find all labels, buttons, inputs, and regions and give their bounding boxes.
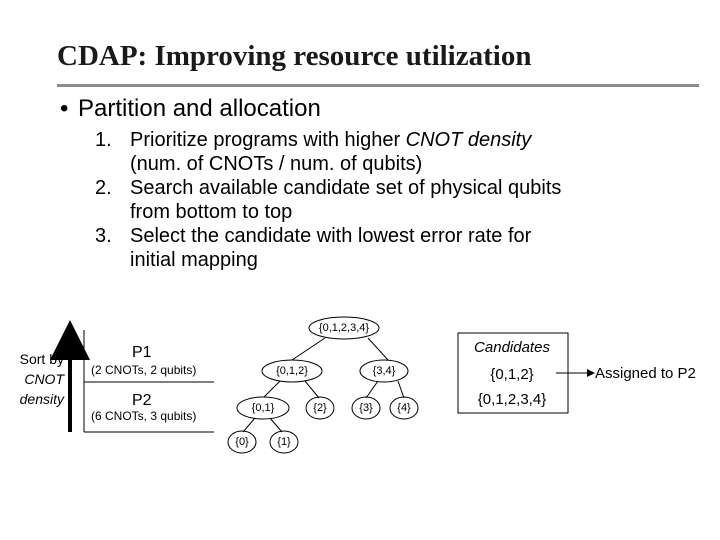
step-text: Search available candidate set of physical qubits: [130, 177, 562, 199]
step-number: 1.: [95, 129, 112, 151]
step-number: 3.: [95, 225, 112, 247]
bullet-text: Partition and allocation: [78, 95, 321, 122]
step-number: 2.: [95, 177, 112, 199]
tree-edge: [366, 381, 378, 398]
program-p1-detail: (2 CNOTs, 2 qubits): [91, 363, 197, 377]
tree-edge: [292, 338, 325, 360]
tree-node-4: {4}: [397, 402, 411, 414]
sort-label: [4, 349, 64, 409]
candidate-item: {0,1,2}: [490, 366, 534, 383]
slide-title: CDAP: Improving resource utilization: [57, 40, 532, 72]
program-p2-name: P2: [132, 392, 152, 409]
candidate-item: {0,1,2,3,4}: [477, 391, 547, 408]
tree-edge: [264, 381, 280, 397]
tree-edge: [398, 381, 404, 398]
sort-label-line: Sort by: [19, 351, 64, 367]
program-p1-name: P1: [132, 344, 152, 361]
assigned-label: Assigned to P2: [595, 365, 696, 382]
tree-edge: [243, 418, 255, 432]
tree-node-34: {3,4}: [372, 365, 396, 377]
sort-label-line: CNOT: [24, 371, 64, 387]
tree-node-0: {0}: [235, 436, 249, 448]
step-text: initial mapping: [130, 249, 258, 271]
tree-edge: [270, 418, 282, 432]
tree-edge: [305, 381, 319, 398]
tree-node-012: {0,1,2}: [276, 365, 308, 377]
step-emphasis: CNOT density: [405, 129, 532, 151]
step-text: Prioritize programs with higher: [130, 129, 406, 151]
candidates-heading: Candidates: [474, 339, 550, 356]
tree-node-2: {2}: [313, 402, 327, 414]
tree-node-1: {1}: [277, 436, 291, 448]
tree-edge: [368, 338, 388, 360]
bullet-symbol: •: [60, 95, 69, 122]
tree-node-root: {0,1,2,3,4}: [318, 322, 370, 334]
tree-node-3: {3}: [359, 402, 373, 414]
step-text: Select the candidate with lowest error rate for: [130, 225, 532, 247]
sort-label-line: density: [19, 391, 64, 407]
tree-node-01: {0,1}: [251, 402, 275, 414]
step-text: from bottom to top: [130, 201, 293, 223]
program-p2-detail: (6 CNOTs, 3 qubits): [91, 409, 197, 423]
step-text: (num. of CNOTs / num. of qubits): [130, 153, 423, 175]
